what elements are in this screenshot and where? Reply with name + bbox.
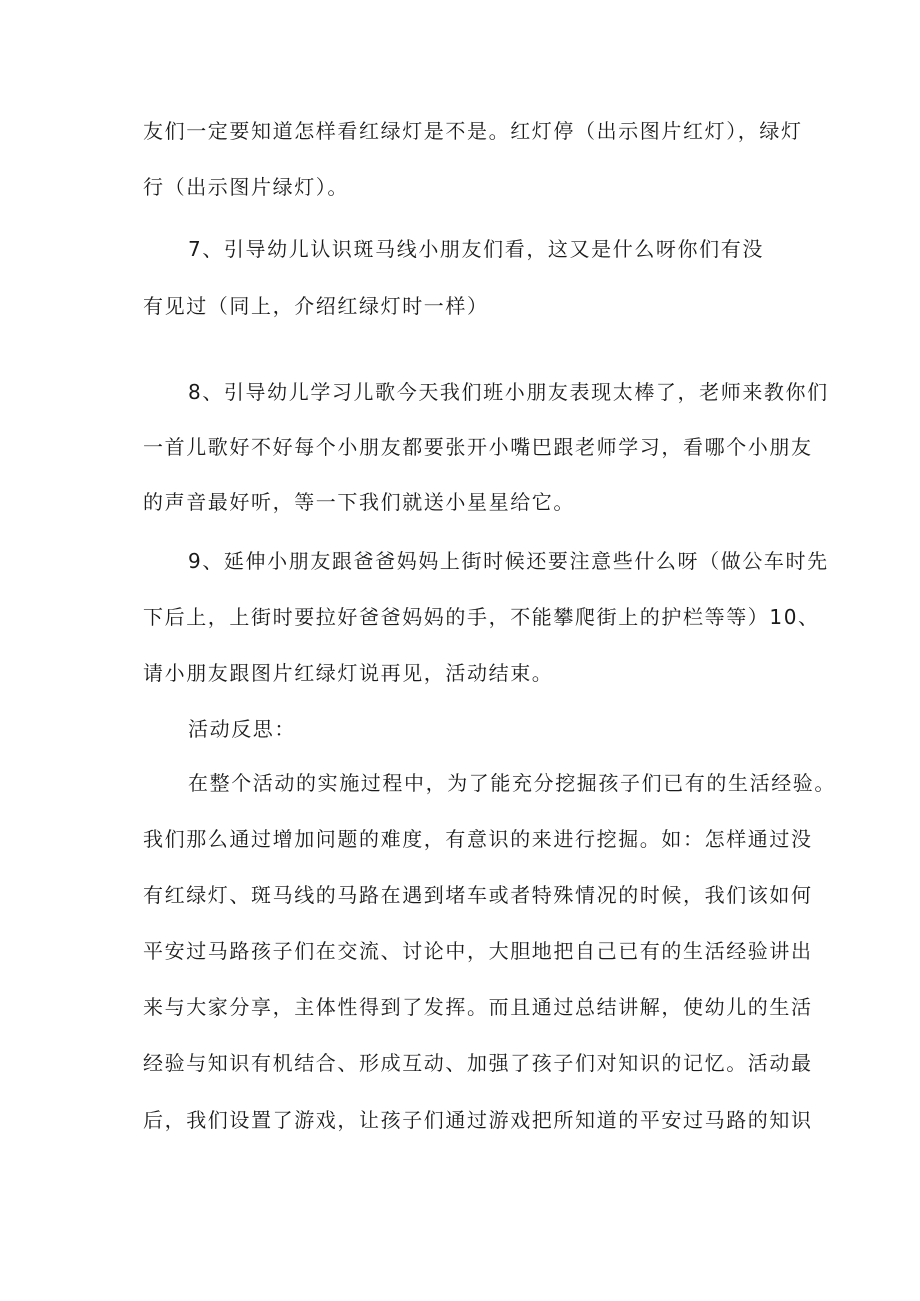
text-line: 平安过马路孩子们在交流、讨论中，大胆地把自己已有的生活经验讲出 [143, 939, 813, 963]
text-line: 有见过（同上，介绍红绿灯时一样） [143, 294, 489, 318]
text-line: 经验与知识有机结合、形成互动、加强了孩子们对知识的记忆。活动最 [143, 1051, 813, 1075]
text-line: 请小朋友跟图片红绿灯说再见，活动结束。 [143, 661, 554, 685]
text-line: 来与大家分享，主体性得到了发挥。而且通过总结讲解，使幼儿的生活 [143, 995, 813, 1019]
text-line: 在整个活动的实施过程中，为了能充分挖掘孩子们已有的生活经验。 [188, 771, 836, 795]
text-line: 一首儿歌好不好每个小朋友都要张开小嘴巴跟老师学习，看哪个小朋友 [143, 435, 813, 459]
text-line: 有红绿灯、斑马线的马路在遇到堵车或者特殊情况的时候，我们该如何 [143, 883, 813, 907]
text-line: 我们那么通过增加问题的难度，有意识的来进行挖掘。如：怎样通过没 [143, 827, 813, 851]
text-line: 后，我们设置了游戏，让孩子们通过游戏把所知道的平安过马路的知识 [143, 1108, 813, 1132]
text-line-item-7: 7、引导幼儿认识斑马线小朋友们看，这又是什么呀你们有没 [188, 237, 764, 261]
text-line: 友们一定要知道怎样看红绿灯是不是。红灯停（出示图片红灯），绿灯 [143, 119, 803, 143]
text-line: 下后上，上街时要拉好爸爸妈妈的手，不能攀爬街上的护栏等等）10、 [143, 605, 820, 629]
text-line: 的声音最好听，等一下我们就送小星星给它。 [143, 490, 575, 514]
text-line-item-8: 8、引导幼儿学习儿歌今天我们班小朋友表现太棒了，老师来教你们 [188, 380, 829, 404]
section-heading: 活动反思： [188, 717, 296, 741]
text-line-item-9: 9、延伸小朋友跟爸爸妈妈上街时候还要注意些什么呀（做公车时先 [188, 549, 829, 573]
text-line: 行（出示图片绿灯）。 [143, 175, 349, 199]
